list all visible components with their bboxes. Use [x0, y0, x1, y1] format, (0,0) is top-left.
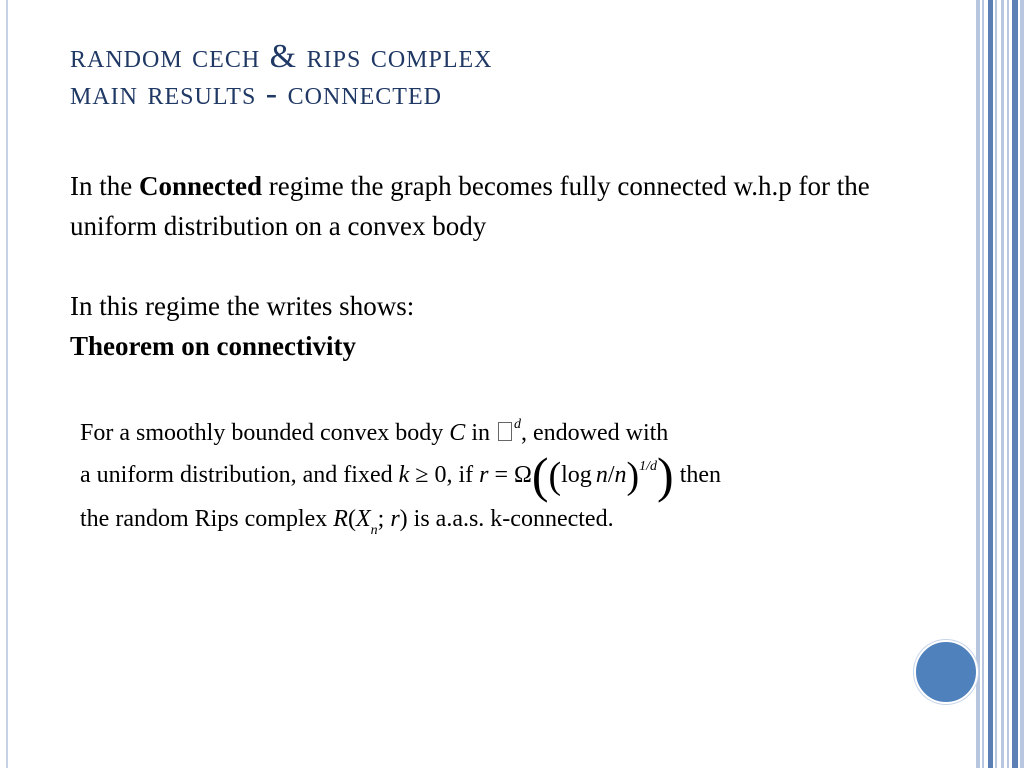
para1-pre: In the — [70, 171, 139, 201]
slide-title — [70, 38, 493, 112]
theorem-heading: Theorem on connectivity — [70, 331, 356, 361]
paragraph-connected — [70, 166, 890, 246]
slide-body — [70, 166, 890, 366]
title-line-1: random cech & rips complex — [70, 38, 493, 75]
theorem-line-3: the random Rips complex $R(X_n$; r) is a.a.s. k-connected. — [80, 506, 614, 538]
theorem-line-2: a uniform distribution, and fixed k ≥ 0, if r = Ω((log n/n)$^{1/d}$) then — [80, 447, 722, 503]
para1-post: regime the graph becomes fully connected w.h.p for the uniform distribution on a convex body — [70, 171, 870, 241]
decorative-circle — [914, 640, 978, 704]
para1-bold: Connected — [138, 171, 262, 201]
right-stripe-decoration — [976, 0, 1024, 768]
paragraph-regime: In this regime the writes shows: — [70, 291, 415, 321]
missing-glyph-icon — [498, 422, 512, 441]
left-border-line — [6, 0, 8, 768]
title-line-2: main results - connected — [70, 75, 442, 112]
theorem-line-1: For a smoothly bounded convex body C in $^d$, endowed with — [80, 417, 669, 446]
